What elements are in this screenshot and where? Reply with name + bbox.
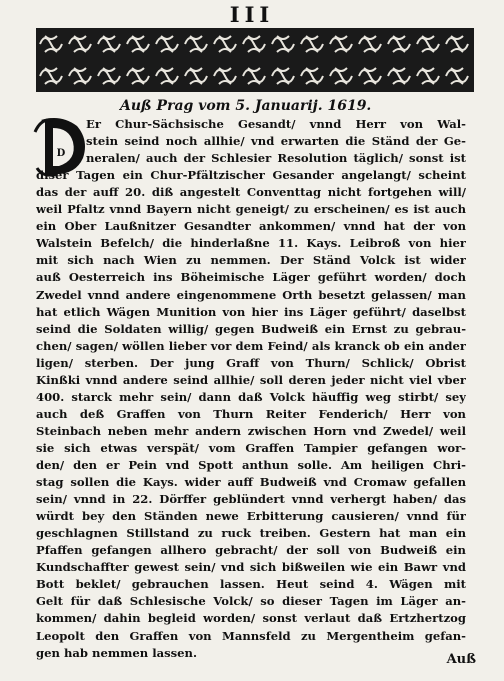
text-line: seind die Soldaten willig/ gegen Budweiß ein Ernst zu gebrau- [36,321,466,336]
text-line: chen/ sagen/ wöllen lieber vor dem Feind/ als kranck ob ein ander [36,338,466,353]
text-line: Leopolt den Graffen von Mannsfeld zu Mergentheim gefan- [36,628,466,643]
text-line: würdt bey den Ständen newe Erbitterung causieren/ vnnd für [36,509,466,524]
dateline-heading: Auß Prag vom 5. Januarij. 1619. [120,98,372,114]
ornamental-border [36,28,474,92]
drop-cap-text: D [56,148,66,159]
text-line: sie sich etwas verspät/ vom Graffen Tampier gefangen wor- [36,440,466,455]
text-line: den/ den er Pein vnd Spott anthun solle. Am heiligen Chri- [36,458,466,472]
text-line: auß Oesterreich ins Böheimische Läger geführt worden/ doch [36,270,466,285]
text-line: 400. starck mehr sein/ dann daß Volck häuffig weg stirbt/ sey [36,389,466,404]
text-line: Kinßki vnnd andere seind allhie/ soll deren jeder nicht viel vber [36,372,466,387]
text-line: stag sollen die Kays. wider auff Budweiß vnd Cromaw gefallen [36,475,466,490]
text-line: stein seind noch allhie/ vnd erwarten die Ständ der Ge- [86,134,466,149]
text-line: Zwedel vnnd andere eingenommene Orth besetzt gelassen/ man [36,287,466,302]
text-line: Er Chur-Sächsische Gesandt/ vnnd Herr von Wal- [86,117,466,131]
text-line: ein Ober Laußnitzer Gesandter ankommen/ vnnd hat der von [36,219,466,234]
text-line: Steinbach neben mehr andern zwischen Horn vnd Zwedel/ weil [36,423,466,438]
text-line: neralen/ auch der Schlesier Resolution täglich/ sonst ist [86,151,466,166]
text-line: kommen/ dahin begleid worden/ sonst verlaut daß Ertzhertzog [36,611,466,626]
text-line: Gelt für daß Schlesische Volck/ so dieser Tagen im Läger an- [36,594,466,609]
text-line: weil Pfaltz vnnd Bayern nicht geneigt/ zu erscheinen/ es ist auch [36,202,466,217]
text-line: Bott beklet/ gebrauchen lassen. Heut seind 4. Wägen mit [36,577,466,592]
text-line: gen hab nemmen lassen. [36,645,198,660]
text-line: ligen/ sterben. Der jung Graff von Thurn/ Schlick/ Obrist [36,355,466,370]
text-line: das der auff 20. diß angestelt Conventtag nicht fortgehen will/ [36,185,466,200]
text-line: auch deß Graffen von Thurn Reiter Fenderich/ Herr von [36,406,466,421]
text-line: Kundschaffter gewest sein/ vnd sich bißweilen wie ein Bawr vnd [36,560,466,575]
catchword: Auß [446,652,476,667]
text-line: Pfaffen gefangen allhero gebracht/ der soll von Budweiß ein [36,543,466,558]
text-line: geschlagnen Stillstand zu ruck treiben. Gestern hat man ein [36,526,466,541]
text-line: mit sich nach Wien zu nemmen. Der Ständ Volck ist wider [36,253,466,268]
text-line: Walstein Befelch/ die hinderlaßne 11. Kays. Leibroß von hier [36,236,466,251]
text-line: diser Tagen ein Chur-Pfältzischer Gesander angelangt/ scheint [36,168,466,183]
page-number: III [229,2,275,27]
text-line: sein/ vnnd in 22. Dörffer geblündert vnnd verhergt haben/ das [36,492,466,507]
text-line: hat etlich Wägen Munition von hier ins Läger geführt/ daselbst [36,304,466,319]
